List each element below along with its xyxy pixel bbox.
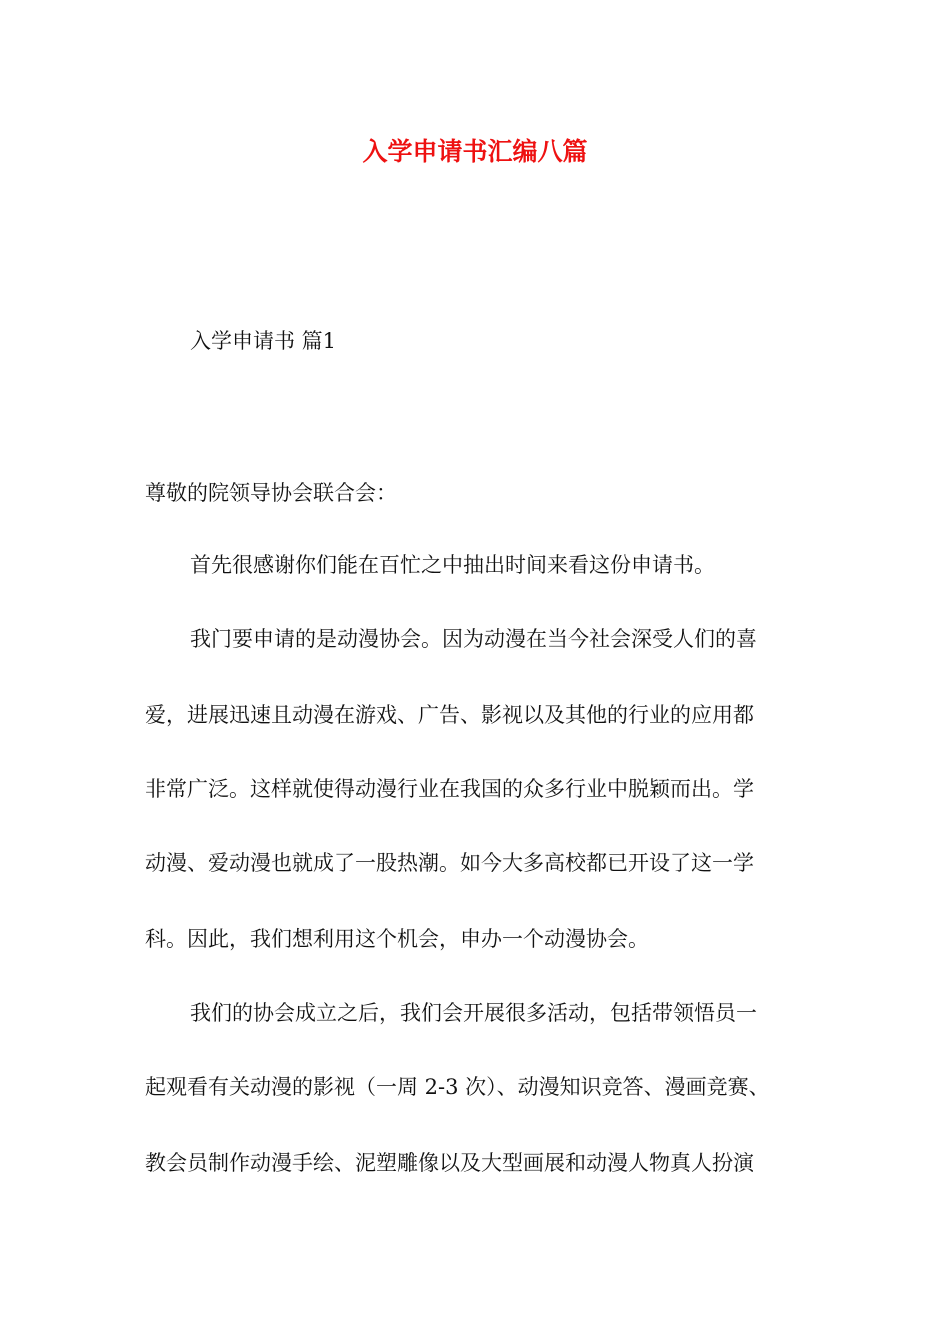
paragraph-line: 非常广泛。这样就使得动漫行业在我国的众多行业中脱颖而出。学: [145, 777, 754, 801]
section-heading: 入学申请书 篇1: [190, 329, 337, 353]
paragraph-line: 爱，进展迅速且动漫在游戏、广告、影视以及其他的行业的应用都: [145, 703, 754, 727]
paragraph-line: 动漫、爱动漫也就成了一股热潮。如今大多高校都已开设了这一学: [145, 851, 754, 875]
paragraph-line: 首先很感谢你们能在百忙之中抽出时间来看这份申请书。: [190, 553, 715, 577]
paragraph-line: 教会员制作动漫手绘、泥塑雕像以及大型画展和动漫人物真人扮演: [145, 1151, 754, 1175]
paragraph-line: 起观看有关动漫的影视（一周 2-3 次）、动漫知识竞答、漫画竞赛、: [145, 1075, 770, 1099]
paragraph-line: 科。因此，我们想利用这个机会，申办一个动漫协会。: [145, 927, 649, 951]
paragraph-line: 我们的协会成立之后，我们会开展很多活动，包括带领悟员一: [190, 1001, 757, 1025]
salutation: 尊敬的院领导协会联合会：: [145, 481, 397, 505]
paragraph-line: 我门要申请的是动漫协会。因为动漫在当今社会深受人们的喜: [190, 627, 757, 651]
document-title: 入学申请书汇编八篇: [362, 137, 588, 166]
